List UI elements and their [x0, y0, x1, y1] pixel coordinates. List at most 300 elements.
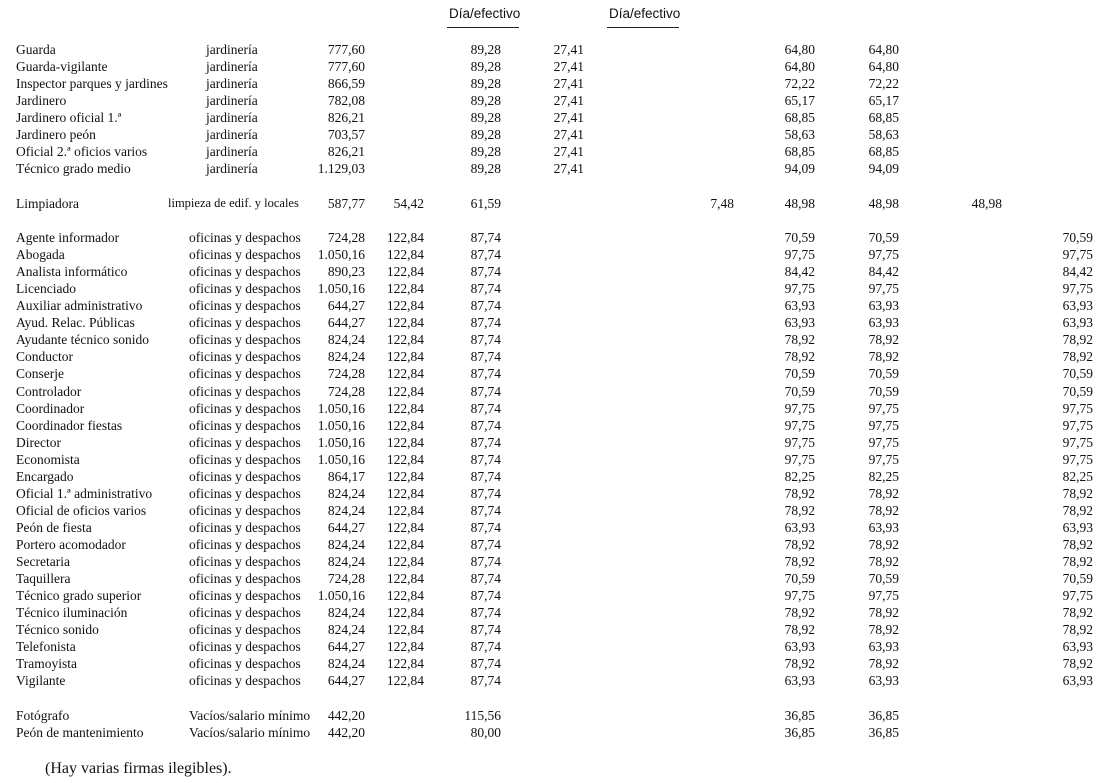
- table-row: [0, 348, 1111, 365]
- value-cell: 97,75: [868, 451, 899, 467]
- value-cell: 7,48: [710, 196, 734, 211]
- sector: jardinería: [206, 59, 258, 74]
- value-cell: 70,59: [1062, 571, 1093, 586]
- value-cell: 63,93: [868, 298, 899, 314]
- value-cell: 97,75: [784, 417, 815, 433]
- value-cell: 65,17: [868, 93, 899, 109]
- value-cell: 63,93: [1062, 315, 1093, 331]
- sector: oficinas y despachos: [189, 230, 301, 245]
- value-cell: 122,84: [386, 588, 424, 603]
- sector: oficinas y despachos: [189, 588, 301, 603]
- value-cell: 87,74: [470, 468, 501, 484]
- value-cell: 97,75: [1062, 400, 1093, 416]
- value-cell: 97,75: [784, 400, 815, 416]
- value-cell: 122,84: [386, 673, 424, 689]
- value-cell: 27,41: [553, 59, 584, 74]
- value-cell: 87,74: [470, 554, 501, 569]
- job-title: Técnico iluminación: [16, 605, 128, 621]
- table-row: [0, 229, 1111, 246]
- value-cell: 48,98: [868, 196, 899, 211]
- sector: oficinas y despachos: [189, 519, 301, 535]
- value-cell: 97,75: [1062, 434, 1093, 450]
- value-cell: 824,24: [327, 502, 365, 518]
- value-cell: 70,59: [784, 366, 815, 382]
- table-row: [0, 297, 1111, 314]
- value-cell: 87,74: [470, 502, 501, 518]
- sector: oficinas y despachos: [189, 383, 301, 399]
- table-row: [0, 621, 1111, 638]
- job-title: Telefonista: [16, 639, 76, 655]
- table-row: [0, 195, 1111, 212]
- sector: oficinas y despachos: [189, 502, 301, 518]
- value-cell: 1.050,16: [317, 281, 365, 297]
- value-cell: 122,84: [386, 315, 424, 331]
- column-header-label: Día/efectivo: [449, 6, 521, 21]
- value-cell: 63,93: [1062, 519, 1093, 535]
- table-row: [0, 331, 1111, 348]
- value-cell: 87,74: [470, 605, 501, 621]
- table-row: [0, 160, 1111, 177]
- table-row: [0, 468, 1111, 485]
- value-cell: 87,74: [470, 571, 501, 586]
- value-cell: 87,74: [470, 639, 501, 655]
- job-title: Vigilante: [16, 673, 66, 689]
- value-cell: 78,92: [868, 536, 899, 552]
- value-cell: 87,74: [470, 434, 501, 450]
- value-cell: 78,92: [784, 485, 815, 501]
- value-cell: 826,21: [327, 144, 365, 160]
- value-cell: 97,75: [868, 434, 899, 450]
- value-cell: 87,74: [470, 230, 501, 245]
- value-cell: 70,59: [784, 571, 815, 586]
- value-cell: 70,59: [1062, 366, 1093, 382]
- value-cell: 122,84: [386, 298, 424, 314]
- value-cell: 72,22: [784, 76, 815, 92]
- value-cell: 63,93: [868, 639, 899, 655]
- table-row: [0, 383, 1111, 400]
- value-cell: 27,41: [553, 144, 584, 160]
- value-cell: 70,59: [868, 571, 899, 586]
- value-cell: 82,25: [784, 468, 815, 484]
- job-title: Ayud. Relac. Públicas: [16, 315, 135, 331]
- value-cell: 78,92: [784, 536, 815, 552]
- sector: oficinas y despachos: [189, 554, 301, 569]
- value-cell: 122,84: [386, 605, 424, 621]
- value-cell: 122,84: [386, 485, 424, 501]
- job-title: Oficial de oficios varios: [16, 502, 147, 518]
- value-cell: 97,75: [1062, 451, 1093, 467]
- value-cell: 27,41: [553, 161, 584, 177]
- table-row: [0, 707, 1111, 724]
- value-cell: 78,92: [784, 622, 815, 638]
- value-cell: 87,74: [470, 588, 501, 603]
- job-title: Portero acomodador: [16, 536, 126, 552]
- value-cell: 587,77: [327, 196, 365, 211]
- job-title: Coordinador: [16, 400, 85, 416]
- job-title: Inspector parques y jardines: [16, 76, 168, 92]
- value-cell: 724,28: [327, 571, 365, 586]
- value-cell: 122,84: [386, 281, 424, 297]
- value-cell: 122,84: [386, 264, 424, 280]
- value-cell: 1.050,16: [317, 451, 365, 467]
- table-row: [0, 92, 1111, 109]
- value-cell: 78,92: [784, 502, 815, 518]
- value-cell: 97,75: [868, 417, 899, 433]
- value-cell: 58,63: [784, 127, 815, 143]
- value-cell: 64,80: [868, 42, 899, 57]
- value-cell: 777,60: [327, 59, 365, 74]
- value-cell: 122,84: [386, 383, 424, 399]
- sector: oficinas y despachos: [189, 434, 301, 450]
- value-cell: 36,85: [784, 708, 815, 723]
- job-title: Jardinero: [16, 93, 67, 109]
- job-title: Abogada: [16, 247, 65, 263]
- value-cell: 1.050,16: [317, 417, 365, 433]
- table-row: [0, 417, 1111, 434]
- value-cell: 84,42: [868, 264, 899, 280]
- value-cell: 824,24: [327, 536, 365, 552]
- sector: oficinas y despachos: [189, 605, 301, 621]
- job-title: Guarda-vigilante: [16, 59, 108, 74]
- value-cell: 61,59: [470, 196, 501, 211]
- value-cell: 442,20: [327, 725, 365, 740]
- job-title: Analista informático: [16, 264, 128, 280]
- table-row: [0, 724, 1111, 741]
- value-cell: 1.050,16: [317, 247, 365, 263]
- value-cell: 97,75: [784, 281, 815, 297]
- sector: oficinas y despachos: [189, 298, 301, 314]
- sector: oficinas y despachos: [189, 417, 301, 433]
- job-title: Director: [16, 434, 61, 450]
- value-cell: 70,59: [868, 230, 899, 245]
- value-cell: 64,80: [784, 42, 815, 57]
- sector: oficinas y despachos: [189, 400, 301, 416]
- value-cell: 78,92: [1062, 349, 1093, 365]
- value-cell: 824,24: [327, 622, 365, 638]
- value-cell: 70,59: [784, 230, 815, 245]
- value-cell: 78,92: [868, 622, 899, 638]
- value-cell: 78,92: [784, 332, 815, 348]
- value-cell: 1.129,03: [317, 161, 365, 177]
- sector: Vacíos/salario mínimo: [189, 708, 311, 723]
- value-cell: 644,27: [327, 298, 365, 314]
- value-cell: 122,84: [386, 366, 424, 382]
- value-cell: 644,27: [327, 315, 365, 331]
- value-cell: 97,75: [1062, 281, 1093, 297]
- sector: oficinas y despachos: [189, 366, 301, 382]
- table-row: [0, 280, 1111, 297]
- value-cell: 824,24: [327, 656, 365, 672]
- value-cell: 724,28: [327, 230, 365, 245]
- value-cell: 87,74: [470, 622, 501, 638]
- value-cell: 122,84: [386, 571, 424, 586]
- value-cell: 78,92: [784, 349, 815, 365]
- table-row: [0, 587, 1111, 604]
- table-row: [0, 536, 1111, 553]
- value-cell: 724,28: [327, 383, 365, 399]
- job-title: Limpiadora: [16, 196, 79, 211]
- value-cell: 63,93: [1062, 298, 1093, 314]
- table-row: [0, 655, 1111, 672]
- value-cell: 866,59: [327, 76, 365, 92]
- job-title: Conserje: [16, 366, 64, 382]
- sector: jardinería: [206, 161, 258, 177]
- value-cell: 644,27: [327, 519, 365, 535]
- job-title: Tramoyista: [16, 656, 78, 672]
- sector: jardinería: [206, 76, 258, 92]
- table-row: [0, 109, 1111, 126]
- value-cell: 63,93: [1062, 673, 1093, 689]
- value-cell: 36,85: [868, 725, 899, 740]
- job-title: Oficial 2.ª oficios varios: [16, 144, 148, 160]
- value-cell: 782,08: [327, 93, 365, 109]
- sector: oficinas y despachos: [189, 571, 301, 586]
- value-cell: 70,59: [1062, 383, 1093, 399]
- table-row: [0, 314, 1111, 331]
- job-title: Taquillera: [16, 571, 71, 586]
- value-cell: 122,84: [386, 434, 424, 450]
- value-cell: 89,28: [470, 76, 501, 92]
- value-cell: 122,84: [386, 502, 424, 518]
- table-row: [0, 502, 1111, 519]
- value-cell: 703,57: [327, 127, 365, 143]
- table-row: [0, 570, 1111, 587]
- sector: oficinas y despachos: [189, 639, 301, 655]
- value-cell: 58,63: [868, 127, 899, 143]
- value-cell: 27,41: [553, 127, 584, 143]
- sector: oficinas y despachos: [189, 536, 301, 552]
- value-cell: 70,59: [1062, 230, 1093, 245]
- job-title: Fotógrafo: [16, 708, 70, 723]
- value-cell: 824,24: [327, 349, 365, 365]
- column-header-label: Día/efectivo: [609, 6, 681, 21]
- value-cell: 890,23: [327, 264, 365, 280]
- value-cell: 87,74: [470, 383, 501, 399]
- value-cell: 122,84: [386, 451, 424, 467]
- value-cell: 78,92: [784, 554, 815, 569]
- value-cell: 27,41: [553, 76, 584, 92]
- sector: limpieza de edif. y locales: [168, 196, 299, 210]
- sector: oficinas y despachos: [189, 622, 301, 638]
- value-cell: 78,92: [1062, 554, 1093, 569]
- value-cell: 87,74: [470, 332, 501, 348]
- signatures-note: (Hay varias firmas ilegibles).: [45, 760, 232, 777]
- job-title: Conductor: [16, 349, 73, 365]
- value-cell: 87,74: [470, 298, 501, 314]
- value-cell: 63,93: [784, 298, 815, 314]
- value-cell: 63,93: [784, 315, 815, 331]
- value-cell: 78,92: [1062, 656, 1093, 672]
- job-title: Peón de mantenimiento: [16, 725, 144, 740]
- table-row: [0, 41, 1111, 58]
- value-cell: 78,92: [868, 554, 899, 569]
- job-title: Jardinero peón: [16, 127, 96, 143]
- value-cell: 824,24: [327, 332, 365, 348]
- value-cell: 27,41: [553, 93, 584, 109]
- job-title: Técnico sonido: [16, 622, 99, 638]
- value-cell: 122,84: [386, 519, 424, 535]
- job-title: Peón de fiesta: [16, 519, 92, 535]
- sector: Vacíos/salario mínimo: [189, 725, 311, 740]
- value-cell: 97,75: [1062, 588, 1093, 603]
- value-cell: 80,00: [470, 725, 501, 740]
- value-cell: 78,92: [868, 332, 899, 348]
- job-title: Ayudante técnico sonido: [16, 332, 149, 348]
- value-cell: 89,28: [470, 42, 501, 57]
- value-cell: 87,74: [470, 281, 501, 297]
- value-cell: 1.050,16: [317, 588, 365, 603]
- value-cell: 72,22: [868, 76, 899, 92]
- table-row: [0, 485, 1111, 502]
- sector: oficinas y despachos: [189, 332, 301, 348]
- value-cell: 70,59: [784, 383, 815, 399]
- value-cell: 78,92: [1062, 502, 1093, 518]
- value-cell: 122,84: [386, 349, 424, 365]
- value-cell: 54,42: [393, 196, 424, 211]
- value-cell: 48,98: [784, 196, 815, 211]
- value-cell: 87,74: [470, 451, 501, 467]
- value-cell: 64,80: [784, 59, 815, 74]
- value-cell: 97,75: [868, 588, 899, 603]
- value-cell: 87,74: [470, 264, 501, 280]
- sector: oficinas y despachos: [189, 656, 301, 672]
- sector: oficinas y despachos: [189, 349, 301, 365]
- value-cell: 97,75: [784, 434, 815, 450]
- table-row: [0, 672, 1111, 689]
- value-cell: 70,59: [868, 366, 899, 382]
- value-cell: 36,85: [784, 725, 815, 740]
- table-row: [0, 638, 1111, 655]
- value-cell: 97,75: [1062, 247, 1093, 263]
- value-cell: 78,92: [868, 502, 899, 518]
- sector: jardinería: [206, 93, 258, 109]
- job-title: Secretaria: [16, 554, 70, 569]
- value-cell: 115,56: [464, 708, 501, 723]
- value-cell: 63,93: [1062, 639, 1093, 655]
- table-row: [0, 365, 1111, 382]
- value-cell: 122,84: [386, 639, 424, 655]
- value-cell: 27,41: [553, 42, 584, 57]
- value-cell: 644,27: [327, 673, 365, 689]
- value-cell: 122,84: [386, 622, 424, 638]
- job-title: Economista: [16, 451, 80, 467]
- value-cell: 36,85: [868, 708, 899, 723]
- value-cell: 65,17: [784, 93, 815, 109]
- value-cell: 87,74: [470, 349, 501, 365]
- value-cell: 87,74: [470, 519, 501, 535]
- value-cell: 122,84: [386, 247, 424, 263]
- job-title: Jardinero oficial 1.ª: [16, 110, 122, 126]
- value-cell: 78,92: [1062, 622, 1093, 638]
- value-cell: 78,92: [1062, 605, 1093, 621]
- value-cell: 1.050,16: [317, 400, 365, 416]
- value-cell: 97,75: [1062, 417, 1093, 433]
- sector: jardinería: [206, 42, 258, 57]
- value-cell: 122,84: [386, 468, 424, 484]
- value-cell: 87,74: [470, 315, 501, 331]
- value-cell: 87,74: [470, 247, 501, 263]
- sector: oficinas y despachos: [189, 281, 301, 297]
- job-title: Agente informador: [16, 230, 120, 245]
- value-cell: 824,24: [327, 485, 365, 501]
- job-title: Oficial 1.ª administrativo: [16, 485, 153, 501]
- value-cell: 78,92: [784, 656, 815, 672]
- job-title: Coordinador fiestas: [16, 417, 123, 433]
- value-cell: 1.050,16: [317, 434, 365, 450]
- value-cell: 826,21: [327, 110, 365, 126]
- value-cell: 63,93: [868, 673, 899, 689]
- value-cell: 87,74: [470, 366, 501, 382]
- value-cell: 78,92: [1062, 485, 1093, 501]
- table-row: [0, 434, 1111, 451]
- value-cell: 87,74: [470, 485, 501, 501]
- value-cell: 68,85: [784, 144, 815, 160]
- sector: jardinería: [206, 144, 258, 160]
- value-cell: 63,93: [784, 519, 815, 535]
- value-cell: 63,93: [868, 519, 899, 535]
- value-cell: 89,28: [470, 161, 501, 177]
- sector: oficinas y despachos: [189, 468, 301, 484]
- value-cell: 89,28: [470, 144, 501, 160]
- sector: oficinas y despachos: [189, 315, 301, 331]
- value-cell: 82,25: [1062, 468, 1093, 484]
- value-cell: 68,85: [868, 110, 899, 126]
- table-row: [0, 400, 1111, 417]
- value-cell: 87,74: [470, 656, 501, 672]
- job-title: Licenciado: [16, 281, 76, 297]
- table-row: [0, 604, 1111, 621]
- table-row: [0, 553, 1111, 570]
- value-cell: 777,60: [327, 42, 365, 57]
- value-cell: 97,75: [784, 451, 815, 467]
- job-title: Auxiliar administrativo: [16, 298, 143, 314]
- value-cell: 48,98: [971, 196, 1002, 211]
- table-row: [0, 519, 1111, 536]
- value-cell: 84,42: [784, 264, 815, 280]
- value-cell: 78,92: [868, 349, 899, 365]
- value-cell: 644,27: [327, 639, 365, 655]
- value-cell: 94,09: [784, 161, 815, 177]
- value-cell: 87,74: [470, 673, 501, 689]
- value-cell: 122,84: [386, 332, 424, 348]
- table-row: [0, 58, 1111, 75]
- sector: oficinas y despachos: [189, 485, 301, 501]
- value-cell: 97,75: [784, 588, 815, 603]
- value-cell: 78,92: [784, 605, 815, 621]
- value-cell: 68,85: [868, 144, 899, 160]
- value-cell: 94,09: [868, 161, 899, 177]
- sector: oficinas y despachos: [189, 247, 301, 263]
- job-title: Guarda: [16, 42, 56, 57]
- sector: oficinas y despachos: [189, 264, 301, 280]
- value-cell: 82,25: [868, 468, 899, 484]
- value-cell: 89,28: [470, 127, 501, 143]
- value-cell: 97,75: [868, 400, 899, 416]
- value-cell: 122,84: [386, 400, 424, 416]
- value-cell: 70,59: [868, 383, 899, 399]
- table-row: [0, 246, 1111, 263]
- value-cell: 122,84: [386, 230, 424, 245]
- value-cell: 97,75: [868, 247, 899, 263]
- value-cell: 89,28: [470, 93, 501, 109]
- value-cell: 78,92: [1062, 332, 1093, 348]
- value-cell: 78,92: [1062, 536, 1093, 552]
- value-cell: 78,92: [868, 656, 899, 672]
- value-cell: 824,24: [327, 605, 365, 621]
- table-row: [0, 263, 1111, 280]
- value-cell: 68,85: [784, 110, 815, 126]
- job-title: Controlador: [16, 383, 82, 399]
